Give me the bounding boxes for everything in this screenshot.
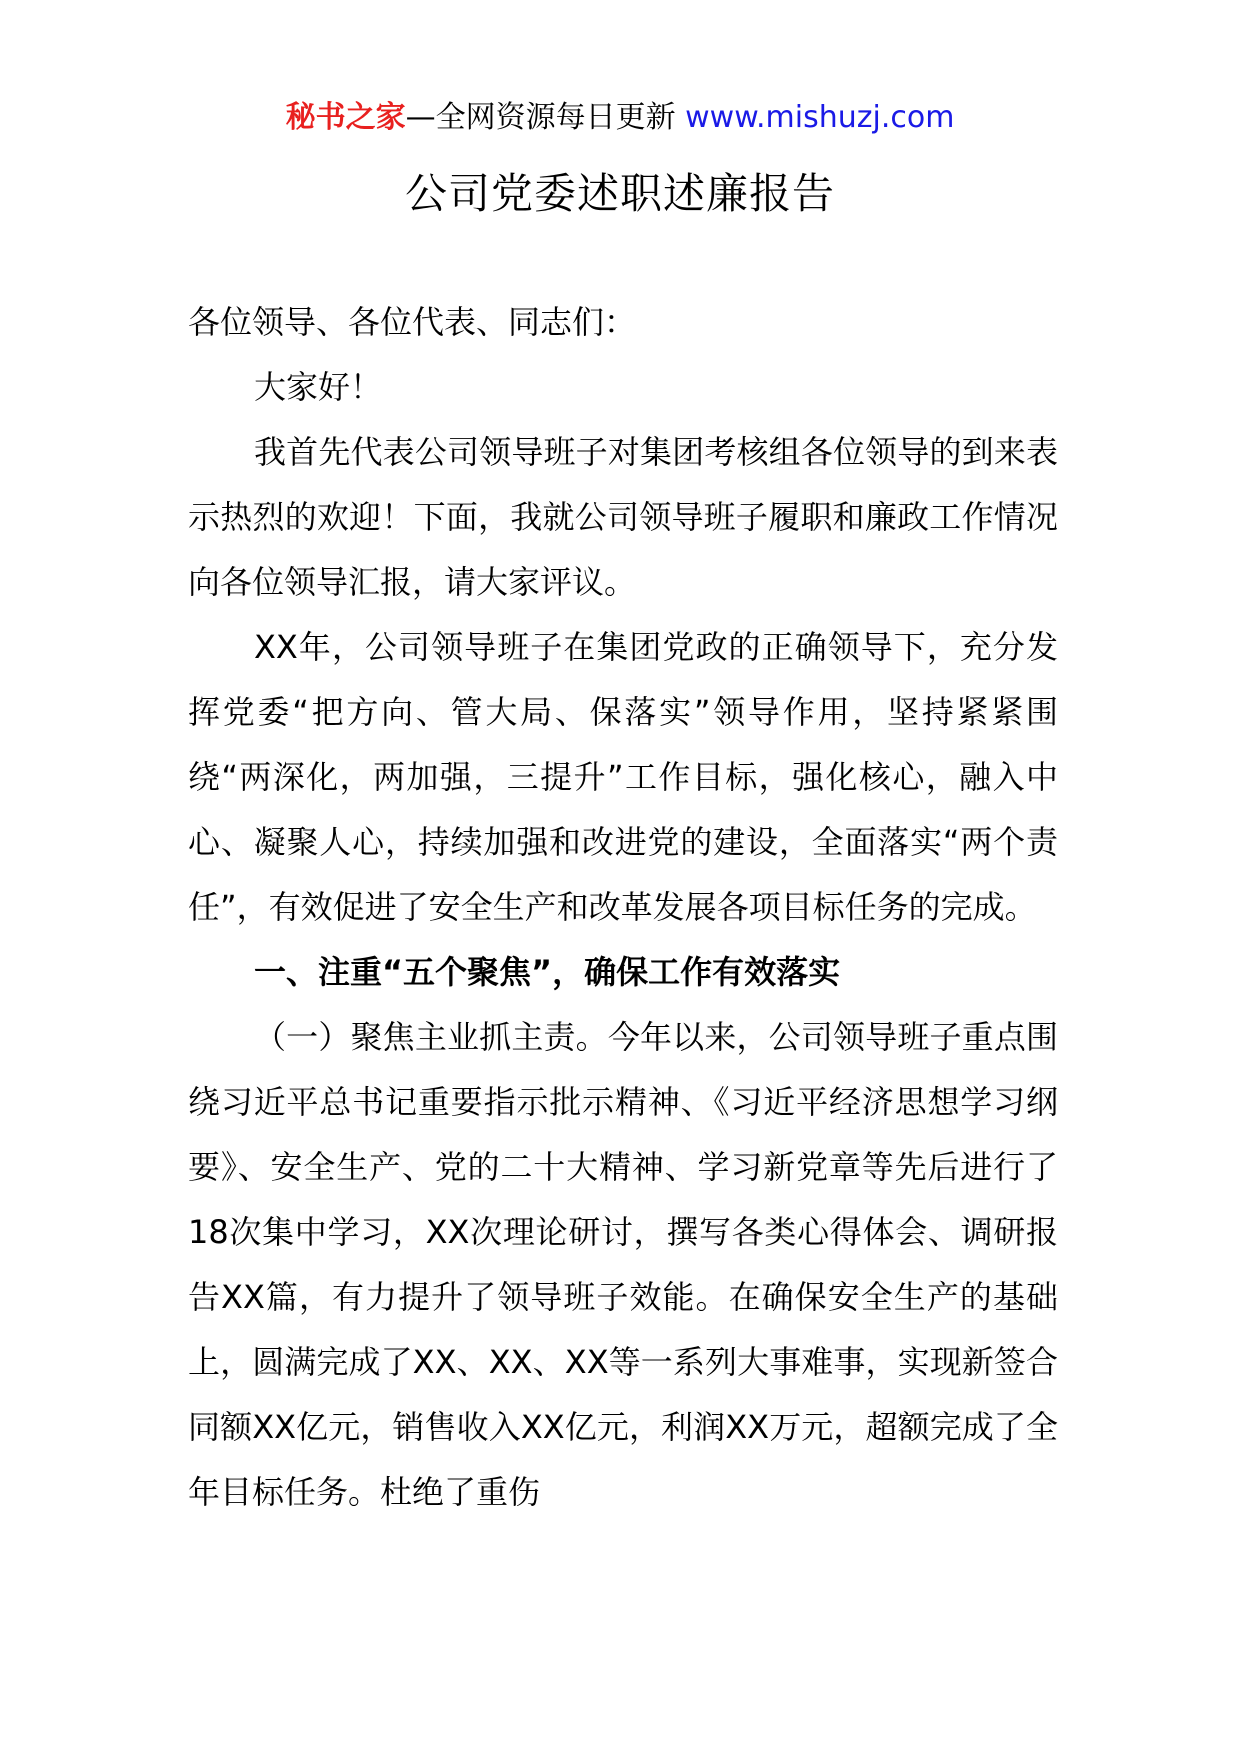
site-url-link[interactable]: www.mishuzj.com [685, 100, 955, 135]
section-paragraph: （一）聚焦主业抓主责。今年以来，公司领导班子重点围绕习近平总书记重要指示批示精神、《习近平经济思想学习纲要》、安全生产、党的二十大精神、学习新党章等先后进行了18次集中学习，XX次理论研讨，撰写各类心得体会、调研报告XX篇，有力提升了领导班子效能。在确保安全生产的基础上，圆满完成了XX、XX、XX等一系列大事难事，实现新签合同额XX亿元，销售收入XX亿元，利润XX万元，超额完成了全年目标任务。杜绝了重伤 [188, 1018, 1058, 1511]
document-body [188, 290, 1058, 1525]
greeting: 大家好！ [254, 368, 383, 406]
intro-paragraph: 我首先代表公司领导班子对集团考核组各位领导的到来表示热烈的欢迎！下面，我就公司领导班子履职和廉政工作情况向各位领导汇报，请大家评议。 [188, 433, 1058, 601]
overview-paragraph: XX年，公司领导班子在集团党政的正确领导下，充分发挥党委“把方向、管大局、保落实”领导作用，坚持紧紧围绕“两深化，两加强，三提升”工作目标，强化核心，融入中心、凝聚人心，持续加强和改进党的建设，全面落实“两个责任”，有效促进了安全生产和改革发展各项目标任务的完成。 [188, 628, 1058, 926]
site-tagline: —全网资源每日更新 [405, 100, 676, 135]
site-brand-name: 秘书之家 [285, 100, 406, 135]
document-title: 公司党委述职述廉报告 [404, 169, 835, 218]
section-heading: 一、注重“五个聚焦”，确保工作有效落实 [254, 953, 841, 991]
salutation: 各位领导、各位代表、同志们： [188, 303, 637, 341]
site-watermark-header [0, 98, 1240, 138]
